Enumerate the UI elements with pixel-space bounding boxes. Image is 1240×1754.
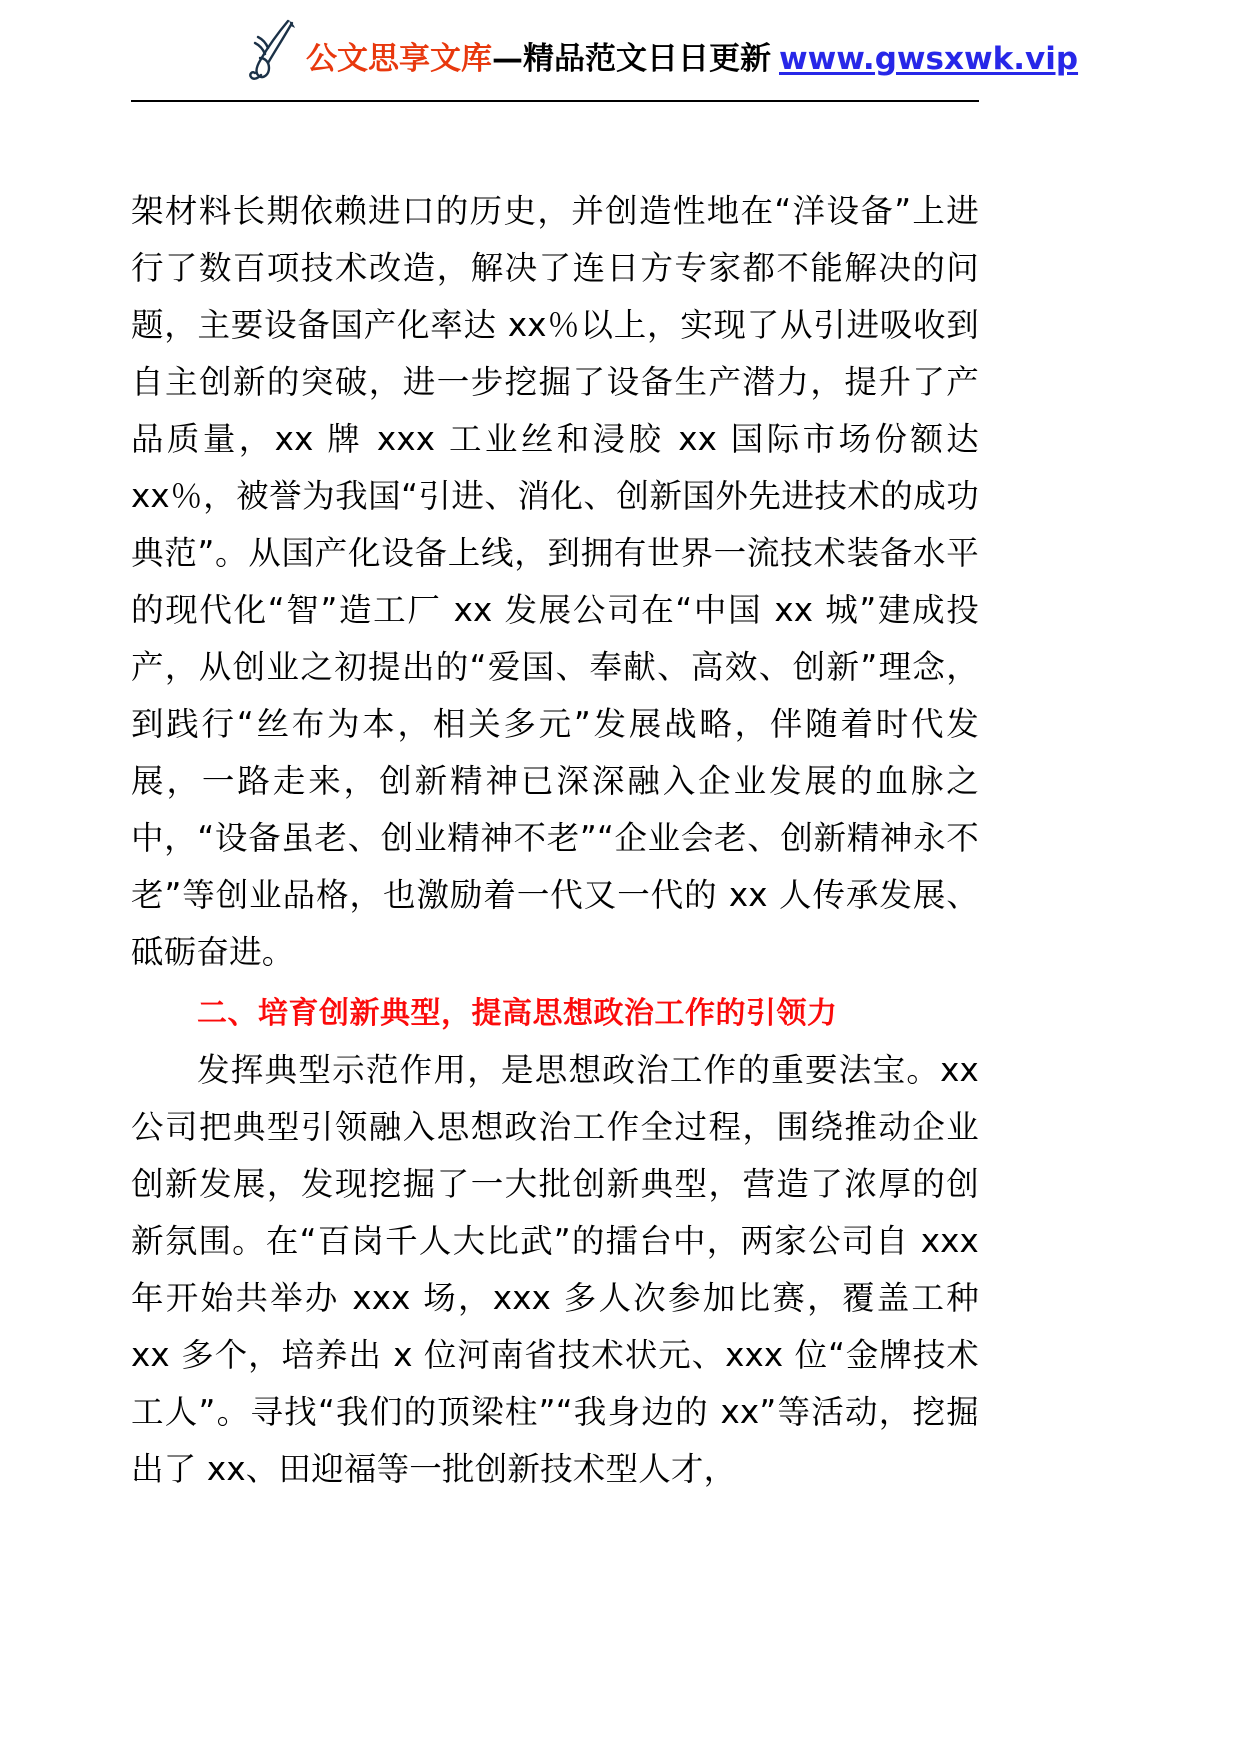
section-heading-2: 二、培育创新典型，提高思想政治工作的引领力: [197, 996, 838, 1031]
header-divider-rule: [131, 100, 979, 102]
document-body: [131, 183, 979, 1498]
site-url-link[interactable]: www.gwsxwk.vip: [779, 40, 1079, 77]
header-tagline: 精品范文日日更新: [523, 40, 771, 77]
header-title-line: [306, 26, 1078, 75]
page-header: [0, 0, 1240, 104]
calligraphy-pen-flourish-icon: [248, 17, 300, 83]
header-dash: —: [492, 40, 523, 77]
site-brand-name: 公文思享文库: [306, 40, 492, 77]
body-paragraph-2: 发挥典型示范作用，是思想政治工作的重要法宝。xx 公司把典型引领融入思想政治工作全过程，围绕推动企业创新发展，发现挖掘了一大批创新典型，营造了浓厚的创新氛围。在“百岗千人大比武”的擂台中，两家公司自 xxx 年开始共举办 xxx 场，xxx 多人次参加比赛，覆盖工种 xx 多个，培养出 x 位河南省技术状元、xxx 位“金牌技术工人”。寻找“我们的顶梁柱”“我身边的 xx”等活动，挖掘出了 xx、田迎福等一批创新技术型人才，: [131, 1051, 979, 1488]
body-paragraph-1: 架材料长期依赖进口的历史，并创造性地在“洋设备”上进行了数百项技术改造，解决了连日方专家都不能解决的问题，主要设备国产化率达 xx％以上，实现了从引进吸收到自主创新的突破，进一步挖掘了设备生产潜力，提升了产品质量，xx 牌 xxx 工业丝和浸胶 xx 国际市场份额达 xx％，被誉为我国“引进、消化、创新国外先进技术的成功典范”。从国产化设备上线，到拥有世界一流技术装备水平的现代化“智”造工厂 xx 发展公司在“中国 xx 城”建成投产，从创业之初提出的“爱国、奉献、高效、创新”理念，到践行“丝布为本，相关多元”发展战略，伴随着时代发展，一路走来，创新精神已深深融入企业发展的血脉之中，“设备虽老、创业精神不老”“企业会老、创新精神永不老”等创业品格，也激励着一代又一代的 xx 人传承发展、砥砺奋进。: [131, 192, 980, 971]
header-branding: [248, 14, 1078, 86]
